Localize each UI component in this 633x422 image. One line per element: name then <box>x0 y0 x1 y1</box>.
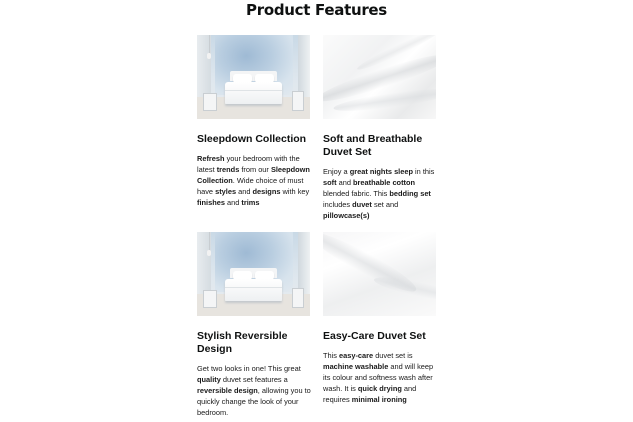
bedroom-photo <box>197 232 310 316</box>
feature-description: This easy-care duvet set is machine washable and will keep its colour and softness wash after wash. It is quick drying and requires minimal ironing <box>323 351 434 404</box>
feature-title: Sleepdown Collection <box>197 133 307 145</box>
feature-card <box>197 232 311 418</box>
fabric-closeup-photo <box>323 35 436 119</box>
feature-title: Stylish Reversible Design <box>197 330 288 355</box>
feature-card <box>323 35 437 221</box>
feature-title: Easy-Care Duvet Set <box>323 330 426 342</box>
feature-card <box>323 232 437 405</box>
feature-title: Soft and Breathable Duvet Set <box>323 133 423 158</box>
feature-description: Get two looks in one! This great quality duvet set features a reversible design, allowing you to quickly change the look of your bedroom. <box>197 364 311 417</box>
bedroom-photo <box>197 35 310 119</box>
feature-card <box>197 35 311 208</box>
fabric-closeup-photo <box>323 232 436 316</box>
page-title: Product Features <box>246 1 387 19</box>
feature-description: Refresh your bedroom with the latest trends from our Sleepdown Collection. Wide choice of must have styles and designs with key finishes and trims <box>197 154 310 207</box>
feature-description: Enjoy a great nights sleep in this soft and breathable cotton blended fabric. This bedding set includes duvet set and pillowcase(s) <box>323 167 435 220</box>
